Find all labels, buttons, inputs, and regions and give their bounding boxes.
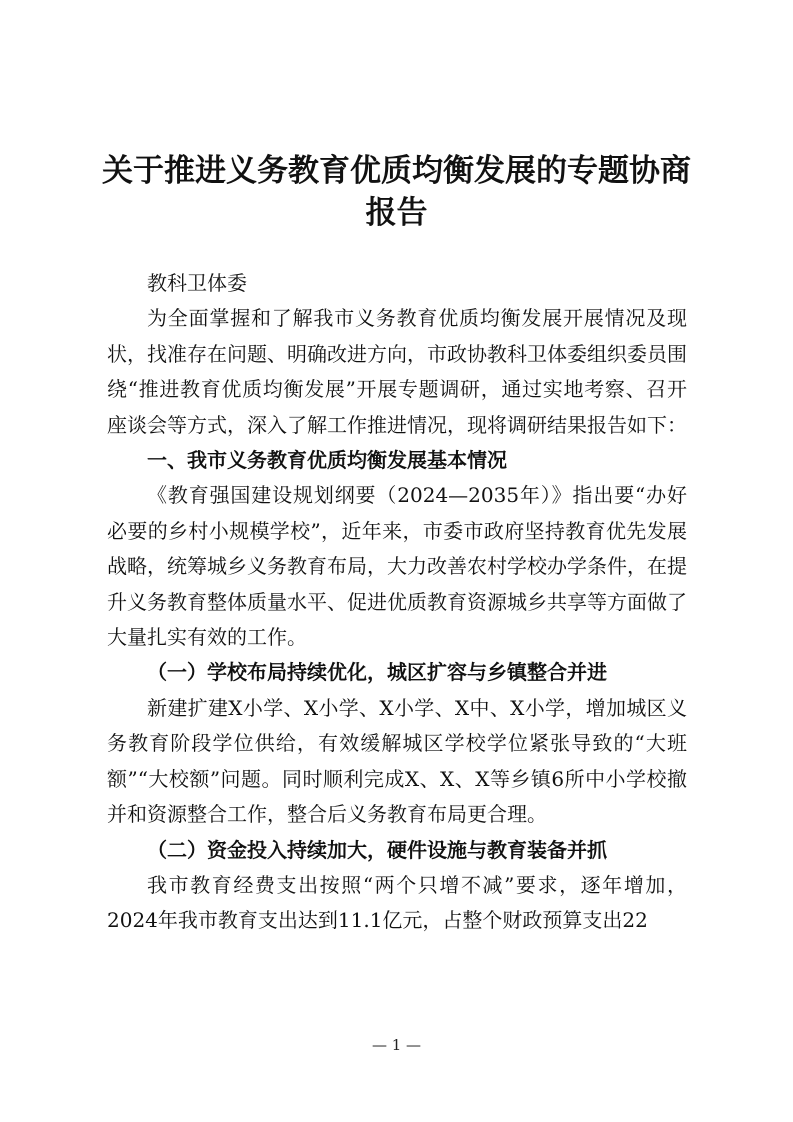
intro-paragraph: 为全面掌握和了解我市义务教育优质均衡发展开展情况及现状，找准存在问题、明确改进方向，市政协教科卫体委组织委员围绕“推进教育优质均衡发展”开展专题调研，通过实地考察、召开座谈会等方式，深入了解工作推进情况，现将调研结果报告如下： — [107, 306, 687, 437]
document-title: 关于推进义务教育优质均衡发展的专题协商报告 — [102, 153, 691, 231]
subsection-1-paragraph: 新建扩建X小学、X小学、X小学、X中、X小学，增加城区义务教育阶段学位供给，有效缓解城区学校学位紧张导致的“大班额”“大校额”问题。同时顺利完成X、X、X等乡镇6所中小学校撤并和资源整合工作，整合后义务教育布局更合理。 — [107, 695, 687, 827]
issuer-line: 教科卫体委 — [147, 271, 247, 295]
document-body — [107, 266, 687, 939]
section-1-paragraph: 《教育强国建设规划纲要（2024—2035年）》指出要“办好必要的乡村小规模学校”，近年来，市委市政府坚持教育优先发展战略，统筹城乡义务教育布局，大力改善农村学校办学条件，在提升义务教育整体质量水平、促进优质教育资源城乡共享等方面做了大量扎实有效的工作。 — [107, 483, 687, 650]
subsection-2-heading: （二）资金投入持续加大，硬件设施与教育装备并抓 — [147, 837, 607, 862]
section-1-heading: 一、我市义务教育优质均衡发展基本情况 — [147, 448, 507, 473]
page-number: — 1 — — [371, 1036, 422, 1054]
subsection-2-paragraph: 我市教育经费支出按照“两个只增不减”要求，逐年增加，2024年我市教育支出达到11.1亿元，占整个财政预算支出22 — [107, 872, 687, 933]
subsection-1-heading: （一）学校布局持续优化，城区扩容与乡镇整合并进 — [147, 660, 607, 685]
